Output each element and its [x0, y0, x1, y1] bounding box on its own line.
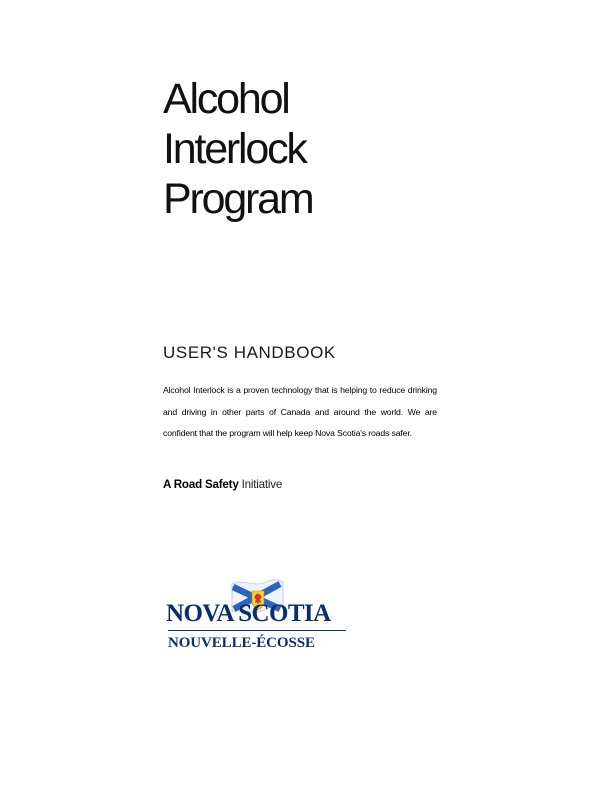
- title-line-2: Interlock: [163, 125, 306, 173]
- handbook-subtitle: USER'S HANDBOOK: [163, 343, 336, 362]
- road-safety-tagline: [163, 476, 282, 494]
- nova-scotia-logo: [166, 578, 350, 654]
- page-title: [163, 74, 463, 224]
- logo-french-wordmark: NOUVELLE-ÉCOSSE: [168, 635, 315, 651]
- logo-divider: [168, 630, 346, 631]
- intro-paragraph: Alcohol Interlock is a proven technology that is helping to reduce drinking and driving in other parts of Canada and around the world. We are confident that the program will help keep Nova Scotia's roads safer.: [163, 385, 437, 438]
- tagline-light: Initiative: [241, 478, 283, 491]
- title-line-3: Program: [163, 175, 313, 223]
- logo-english-wordmark: NOVA SCOTIA: [166, 600, 331, 627]
- title-line-1: Alcohol: [163, 75, 289, 123]
- tagline-bold: A Road Safety: [163, 478, 239, 491]
